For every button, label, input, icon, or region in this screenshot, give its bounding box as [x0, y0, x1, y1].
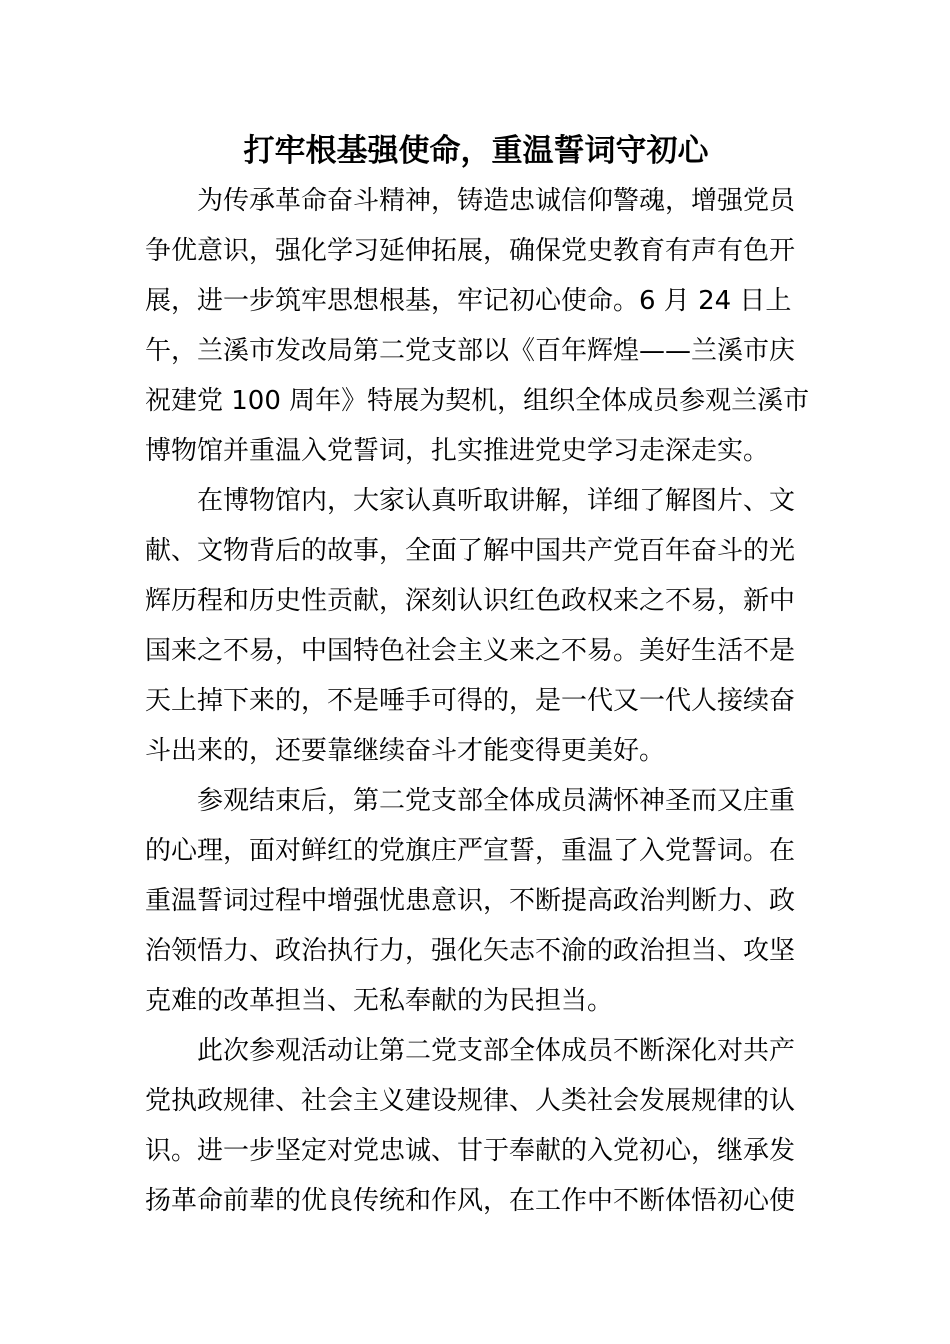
text-line: 午，兰溪市发改局第二党支部以《百年辉煌——兰溪市庆	[145, 336, 796, 366]
text-line: 祝建党 100 周年》特展为契机，组织全体成员参观兰溪市	[145, 386, 810, 416]
paragraph-1	[145, 176, 810, 476]
text-line: 斗出来的，还要靠继续奋斗才能变得更美好。	[145, 736, 666, 766]
text-line: 展，进一步筑牢思想根基，牢记初心使命。6 月 24 日上	[145, 286, 792, 316]
text-line: 的心理，面对鲜红的党旗庄严宣誓，重温了入党誓词。在	[145, 836, 796, 866]
text-line: 国来之不易，中国特色社会主义来之不易。美好生活不是	[145, 636, 796, 666]
text-line: 辉历程和历史性贡献，深刻认识红色政权来之不易，新中	[145, 586, 796, 616]
document-body	[145, 176, 810, 1226]
text-line: 此次参观活动让第二党支部全体成员不断深化对共产	[197, 1036, 796, 1066]
paragraph-2	[145, 476, 807, 776]
text-line: 争优意识，强化学习延伸拓展，确保党史教育有声有色开	[145, 236, 796, 266]
text-line: 党执政规律、社会主义建设规律、人类社会发展规律的认	[145, 1086, 796, 1116]
paragraph-3	[145, 776, 807, 1026]
text-line: 扬革命前辈的优良传统和作风，在工作中不断体悟初心使	[145, 1186, 796, 1216]
text-line: 参观结束后，第二党支部全体成员满怀神圣而又庄重	[197, 786, 796, 816]
text-line: 献、文物背后的故事，全面了解中国共产党百年奋斗的光	[145, 536, 796, 566]
text-line: 重温誓词过程中增强忧患意识，不断提高政治判断力、政	[145, 886, 796, 916]
text-line: 识。进一步坚定对党忠诚、甘于奉献的入党初心，继承发	[145, 1136, 796, 1166]
document-title: 打牢根基强使命，重温誓词守初心	[243, 133, 709, 169]
text-line: 博物馆并重温入党誓词，扎实推进党史学习走深走实。	[145, 436, 770, 466]
paragraph-4	[145, 1026, 807, 1226]
text-line: 在博物馆内，大家认真听取讲解，详细了解图片、文	[197, 486, 796, 516]
text-line: 治领悟力、政治执行力，强化矢志不渝的政治担当、攻坚	[145, 936, 796, 966]
text-line: 克难的改革担当、无私奉献的为民担当。	[145, 986, 614, 1016]
text-line: 为传承革命奋斗精神，铸造忠诚信仰警魂，增强党员	[197, 186, 796, 216]
text-line: 天上掉下来的，不是唾手可得的，是一代又一代人接续奋	[145, 686, 796, 716]
